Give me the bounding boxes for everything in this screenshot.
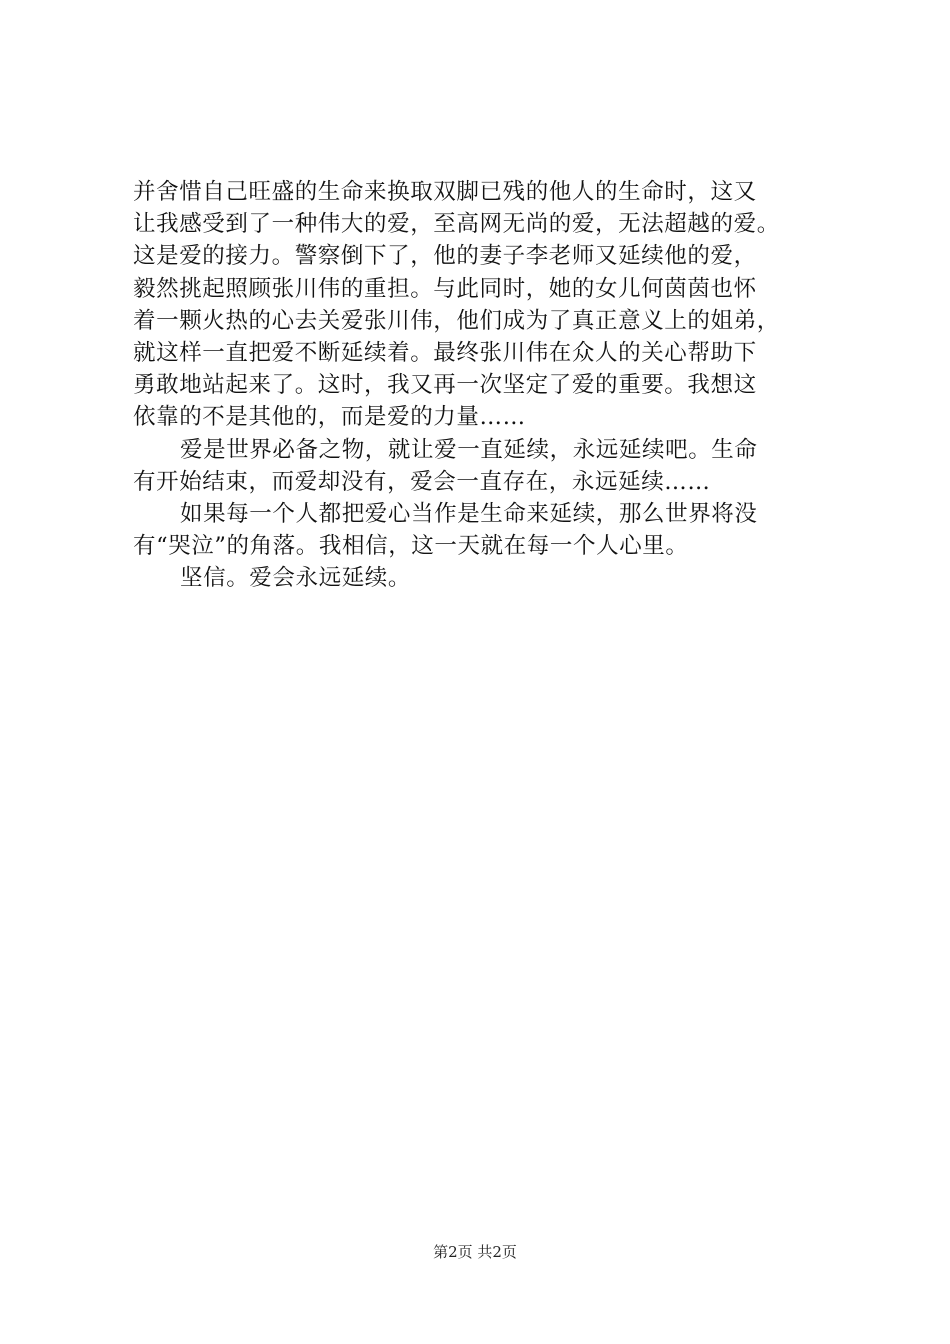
text-line: 让我感受到了一种伟大的爱，至高网无尚的爱，无法超越的爱。 (133, 211, 780, 238)
paragraph-start-line: 爱是世界必备之物，就让爱一直延续，永远延续吧。生命 (180, 436, 758, 463)
text-line: 有开始结束，而爱却没有，爱会一直存在，永远延续…… (133, 468, 711, 495)
body-text (133, 176, 843, 594)
text-line: 并舍惜自己旺盛的生命来换取双脚已残的他人的生命时，这又 (133, 179, 757, 205)
page-footer (0, 1242, 950, 1262)
text-line: 有“哭泣”的角落。我相信，这一天就在每一个人心里。 (133, 533, 689, 560)
page-number-label: 第2页 共2页 (433, 1243, 517, 1261)
text-line: 着一颗火热的心去关爱张川伟，他们成为了真正意义上的姐弟， (133, 307, 780, 334)
text-line: 毅然挑起照顾张川伟的重担。与此同时，她的女儿何茵茵也怀 (133, 275, 757, 302)
text-line: 依靠的不是其他的，而是爱的力量…… (133, 404, 526, 431)
paragraph-start-line: 坚信。爱会永远延续。 (180, 565, 412, 592)
text-line: 勇敢地站起来了。这时，我又再一次坚定了爱的重要。我想这 (133, 372, 757, 399)
text-line: 就这样一直把爱不断延续着。最终张川伟在众人的关心帮助下 (133, 339, 757, 366)
paragraph-start-line: 如果每一个人都把爱心当作是生命来延续，那么世界将没 (180, 500, 758, 527)
text-line: 这是爱的接力。警察倒下了，他的妻子李老师又延续他的爱， (133, 243, 757, 270)
